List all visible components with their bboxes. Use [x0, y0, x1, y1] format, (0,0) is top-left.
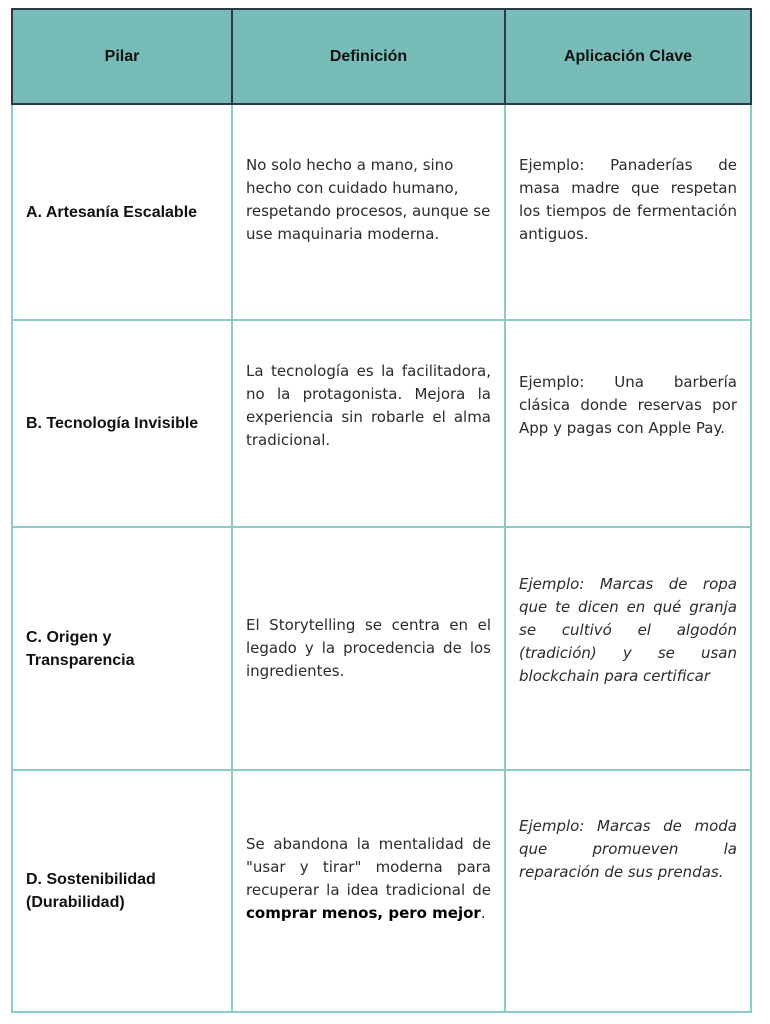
pillar-name: C. Origen y Transparencia — [26, 628, 135, 669]
table-row — [12, 527, 751, 770]
definition-text: No solo hecho a mano, sino hecho con cuidado humano, respetando procesos, aunque se use maquinaria moderna. — [246, 156, 491, 243]
application-cell — [505, 320, 751, 527]
definition-cell — [232, 320, 505, 527]
application-cell — [505, 104, 751, 320]
application-cell — [505, 527, 751, 770]
application-cell — [505, 770, 751, 1012]
application-text: Ejemplo: Una barbería clásica donde reservas por App y pagas con Apple Pay. — [519, 373, 737, 437]
application-text: Ejemplo: Marcas de moda que promueven la reparación de sus prendas. — [519, 816, 737, 881]
definition-cell — [232, 104, 505, 320]
application-text: Ejemplo: Panaderías de masa madre que respetan los tiempos de fermentación antiguos. — [519, 156, 737, 243]
header-pillar: Pilar — [12, 9, 232, 104]
pillar-cell — [12, 527, 232, 770]
definition-text: Se abandona la mentalidad de "usar y tirar" moderna para recuperar la idea tradicional de comprar menos, pero mejor. — [246, 835, 491, 922]
definition-text: La tecnología es la facilitadora, no la protagonista. Mejora la experiencia sin robarle el alma tradicional. — [246, 361, 491, 449]
definition-emphasis: comprar menos, pero mejor — [246, 904, 481, 922]
header-row — [12, 9, 751, 104]
definition-cell — [232, 770, 505, 1012]
pillar-name: A. Artesanía Escalable — [26, 203, 198, 221]
pillar-cell — [12, 104, 232, 320]
table-row — [12, 320, 751, 527]
pillar-name: D. Sostenibilidad (Durabilidad) — [26, 871, 156, 911]
table-row — [12, 104, 751, 320]
pillar-cell — [12, 320, 232, 527]
definition-cell — [232, 527, 505, 770]
definition-text: El Storytelling se centra en el legado y la procedencia de los ingredientes. — [246, 616, 491, 680]
header-definition: Definición — [232, 9, 505, 104]
pillars-table — [11, 8, 752, 1013]
pillar-cell — [12, 770, 232, 1012]
table-row — [12, 770, 751, 1012]
pillar-name: B. Tecnología Invisible — [26, 415, 199, 432]
header-application: Aplicación Clave — [505, 9, 751, 104]
application-text: Ejemplo: Marcas de ropa que te dicen en qué granja se cultivó el algodón (tradición) y se usan blockchain para certificar — [519, 575, 737, 685]
